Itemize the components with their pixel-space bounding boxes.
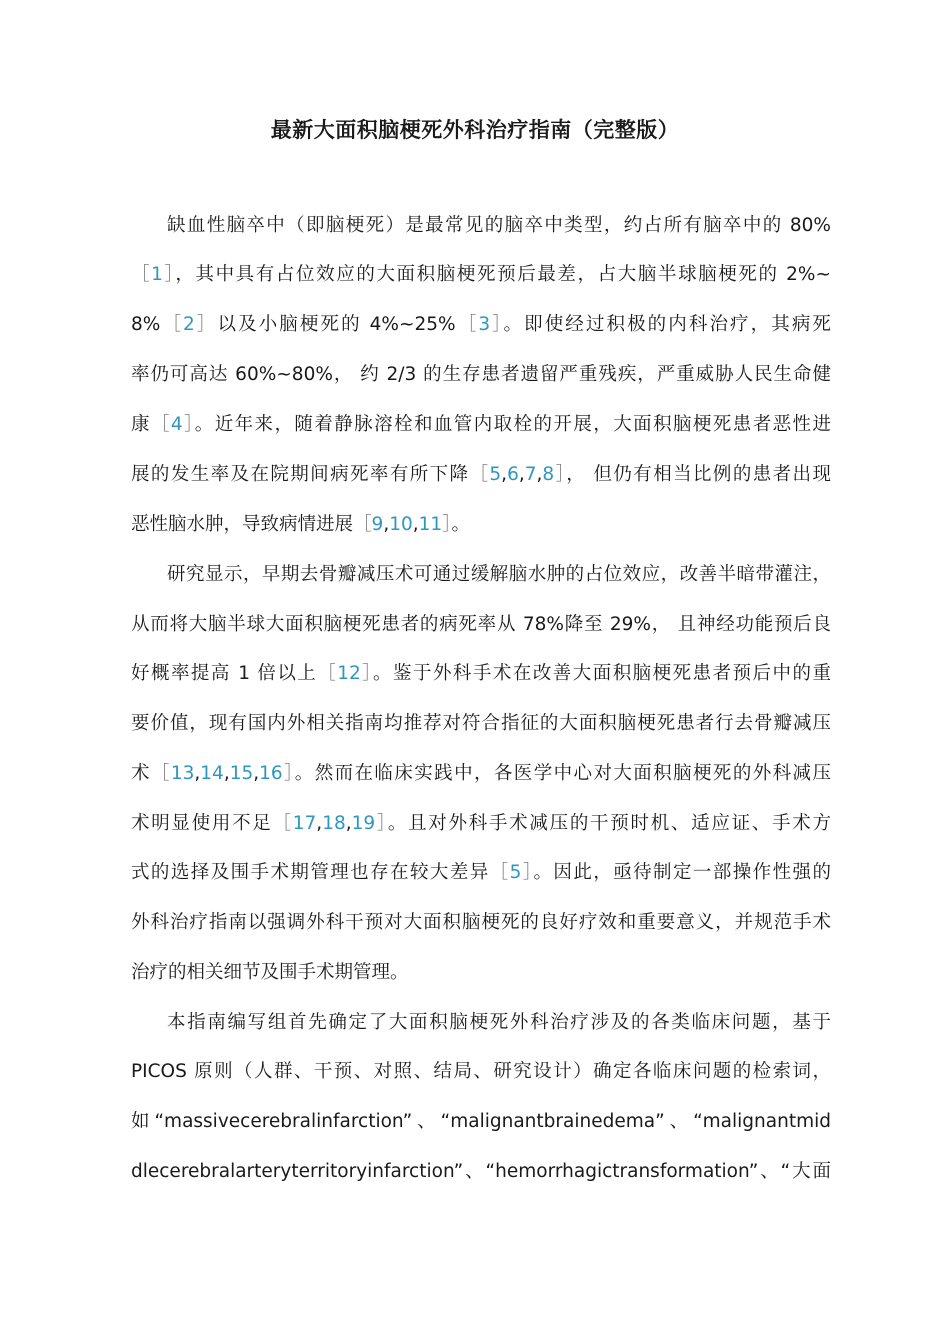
- text-run: ,: [194, 763, 201, 784]
- text-run: ，其中具有占位效应的大面积脑梗死预后最差，占大脑半球脑梗死的 2%~: [175, 264, 831, 285]
- citation-link[interactable]: 7: [524, 464, 537, 485]
- text-run: 好概率提高 1 倍以上: [131, 663, 318, 684]
- document-title: 最新大面积脑梗死外科治疗指南（完整版）: [270, 118, 680, 142]
- citation-link[interactable]: 13: [170, 763, 195, 784]
- citation-bracket: ］: [194, 314, 218, 335]
- citation-bracket: ］: [182, 414, 195, 435]
- text-run: 外科治疗指南以强调外科干预对大面积脑梗死的良好疗效和重要意义，并规范手术: [131, 912, 831, 933]
- text-run: PICOS 原则（人群、干预、对照、结局、研究设计）确定各临床问题的检索词，: [131, 1061, 831, 1082]
- text-run: ,: [316, 813, 323, 834]
- text-line: [131, 1058, 831, 1086]
- text-run: 本指南编写组首先确定了大面积脑梗死外科治疗涉及的各类临床问题，基于: [167, 1012, 831, 1033]
- text-run: ,: [412, 514, 419, 535]
- text-run: 以及小脑梗死的 4%~25%: [217, 314, 456, 335]
- text-line: [131, 959, 831, 987]
- text-run: ， 但仍有相当比例的患者出现: [566, 464, 831, 485]
- text-run: 。: [451, 514, 470, 535]
- text-line: [167, 1009, 831, 1037]
- citation-link[interactable]: 15: [229, 763, 254, 784]
- text-run: ,: [518, 464, 525, 485]
- text-run: 术明显使用不足: [131, 813, 273, 834]
- citation-bracket: ［: [160, 314, 184, 335]
- text-run: 8%: [131, 314, 161, 335]
- text-line: [131, 361, 831, 389]
- text-line: [131, 461, 831, 489]
- text-run: 率仍可高达 60%~80%， 约 2/3 的生存患者遗留严重残疾，严重威胁人民生命健: [131, 364, 831, 385]
- citation-bracket: ［: [489, 862, 510, 883]
- citation-link[interactable]: 17: [292, 813, 317, 834]
- text-line: [131, 261, 831, 289]
- text-line: [131, 810, 831, 838]
- citation-bracket: ［: [131, 264, 152, 285]
- citation-link[interactable]: 5: [489, 464, 502, 485]
- text-run: ,: [253, 763, 260, 784]
- citation-bracket: ］: [375, 813, 388, 834]
- text-run: ,: [383, 514, 390, 535]
- citation-bracket: ［: [455, 314, 479, 335]
- citation-link[interactable]: 10: [389, 514, 413, 535]
- citation-link[interactable]: 1: [151, 264, 163, 285]
- text-run: ,: [536, 464, 543, 485]
- text-run: 恶性脑水肿，导致病情进展: [131, 514, 354, 535]
- citation-link[interactable]: 6: [507, 464, 519, 485]
- citation-bracket: ］: [442, 514, 452, 535]
- text-run: 如“massivecerebralinfarction”、“malignantbrainedema”、“malignantmid: [131, 1111, 831, 1132]
- citation-link[interactable]: 19: [351, 813, 376, 834]
- citation-link[interactable]: 18: [322, 813, 346, 834]
- text-line: [131, 1158, 831, 1186]
- text-line: [131, 511, 831, 539]
- citation-bracket: ］: [521, 862, 534, 883]
- text-run: ,: [223, 763, 230, 784]
- text-run: 。鉴于外科手术在改善大面积脑梗死患者预后中的重: [373, 663, 831, 684]
- citation-link[interactable]: 14: [200, 763, 224, 784]
- citation-bracket: ］: [490, 314, 504, 335]
- citation-bracket: ［: [469, 464, 490, 485]
- text-run: 。即使经过积极的内科治疗，其病死: [503, 314, 831, 335]
- citation-bracket: ［: [272, 813, 293, 834]
- text-run: 式的选择及围手术期管理也存在较大差异: [131, 862, 490, 883]
- text-line: [131, 660, 831, 688]
- citation-link[interactable]: 5: [509, 862, 522, 883]
- citation-bracket: ［: [150, 763, 171, 784]
- text-run: 从而将大脑半球大面积脑梗死患者的病死率从 78%降至 29%， 且神经功能预后良: [131, 614, 831, 635]
- citation-bracket: ［: [150, 414, 171, 435]
- text-run: 要价值，现有国内外相关指南均推荐对符合指征的大面积脑梗死患者行去骨瓣减压: [131, 713, 831, 734]
- text-run: dlecerebralarteryterritoryinfarction”、“hemorrhagictransformation”、“大面: [131, 1161, 831, 1182]
- citation-link[interactable]: 4: [170, 414, 183, 435]
- citation-link[interactable]: 2: [183, 314, 195, 335]
- text-line: [131, 760, 831, 788]
- text-line: [131, 411, 831, 439]
- citation-bracket: ］: [554, 464, 567, 485]
- citation-link[interactable]: 3: [478, 314, 491, 335]
- citation-bracket: ］: [162, 264, 176, 285]
- text-line: [131, 859, 831, 887]
- citation-link[interactable]: 9: [371, 514, 384, 535]
- text-run: 缺血性脑卒中（即脑梗死）是最常见的脑卒中类型，约占所有脑卒中的 80%: [167, 215, 831, 236]
- text-run: 研究显示，早期去骨瓣减压术可通过缓解脑水肿的占位效应，改善半暗带灌注，: [167, 564, 831, 585]
- text-run: 治疗的相关细节及围手术期管理。: [131, 962, 409, 983]
- text-run: 。近年来，随着静脉溶栓和血管内取栓的开展，大面积脑梗死患者恶性进: [194, 414, 831, 435]
- text-run: ,: [345, 813, 352, 834]
- text-line: [131, 909, 831, 937]
- citation-bracket: ］: [360, 663, 374, 684]
- text-line: [131, 1108, 831, 1136]
- text-line: [167, 212, 831, 240]
- citation-bracket: ［: [317, 663, 338, 684]
- citation-bracket: ］: [282, 763, 295, 784]
- text-line: [131, 611, 831, 639]
- text-line: [167, 561, 831, 589]
- text-run: 展的发生率及在院期间病死率有所下降: [131, 464, 470, 485]
- citation-bracket: ［: [353, 514, 372, 535]
- text-run: 康: [131, 414, 151, 435]
- text-run: 。且对外科手术减压的干预时机、适应证、手术方: [387, 813, 831, 834]
- citation-link[interactable]: 16: [259, 763, 283, 784]
- text-run: 术: [131, 763, 151, 784]
- text-line: [131, 311, 831, 339]
- text-run: 。然而在临床实践中，各医学中心对大面积脑梗死的外科减压: [294, 763, 831, 784]
- citation-link[interactable]: 12: [337, 663, 361, 684]
- text-run: 。因此，亟待制定一部操作性强的: [533, 862, 831, 883]
- citation-link[interactable]: 8: [542, 464, 555, 485]
- text-run: ,: [501, 464, 508, 485]
- text-line: [131, 710, 831, 738]
- citation-link[interactable]: 11: [418, 514, 443, 535]
